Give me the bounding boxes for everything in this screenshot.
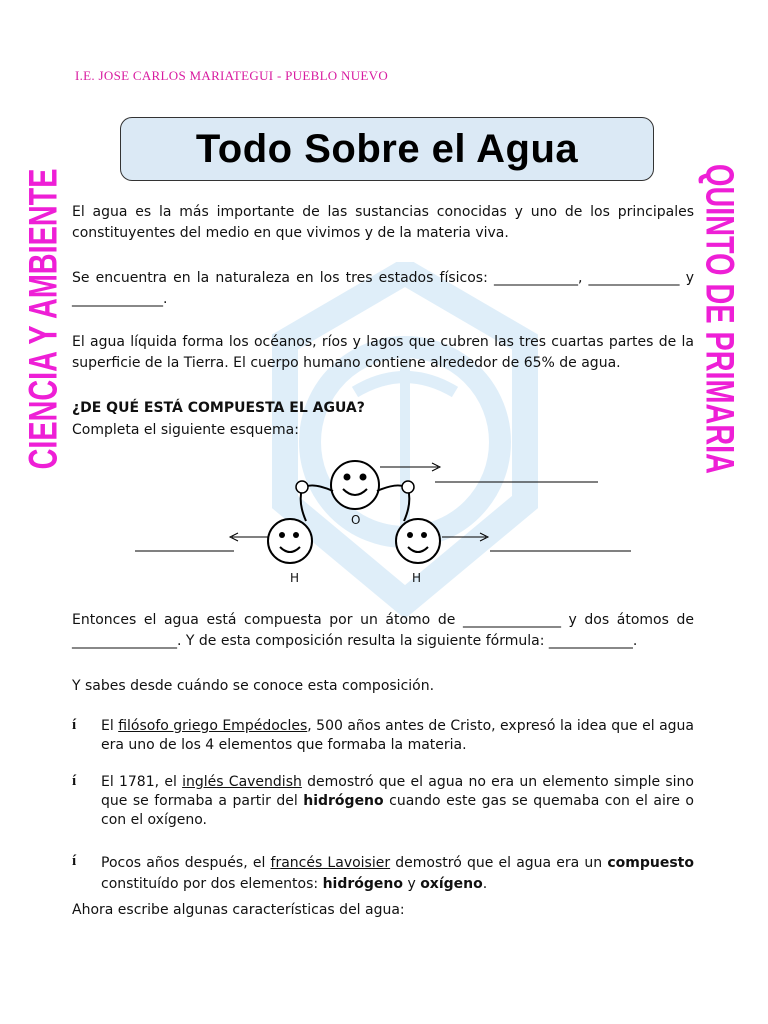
- bullet-text-part: demostró que el agua no era un elemento simple sino que se formaba a partir del: [101, 774, 695, 809]
- side-banner-right: [695, 158, 743, 480]
- cavendish-link[interactable]: inglés Cavendish: [182, 774, 302, 790]
- bullet-text-part: demostró que el agua era un: [390, 855, 608, 871]
- title-banner: [120, 117, 654, 181]
- bullet-marker: í: [72, 773, 77, 789]
- bold-term: hidrógeno: [322, 876, 403, 892]
- composition-heading: ¿DE QUÉ ESTÁ COMPUESTA EL AGUA?: [72, 400, 365, 416]
- states-paragraph: Se encuentra en la naturaleza en los tres estados físicos: ____________, _____________ y _____________.: [72, 270, 694, 307]
- bullet-text-part: El: [101, 718, 119, 734]
- bullet-text-part: , 500 años antes de Cristo, expresó la idea que el agua era uno de los 4 elementos que formaba la materia.: [101, 718, 694, 753]
- water-molecule-diagram: [130, 455, 640, 585]
- side-banner-left: [20, 158, 68, 480]
- bullet-text-part: y: [403, 876, 421, 892]
- page-title: Todo Sobre el Agua: [195, 126, 579, 171]
- bullet-text-part: Pocos años después, el: [101, 855, 271, 871]
- bullet-lavoisier: [101, 853, 694, 895]
- bullet-marker: í: [72, 717, 77, 733]
- bullet-text-part: .: [482, 876, 488, 892]
- oxygen-label: O: [351, 513, 361, 527]
- history-intro: Y sabes desde cuándo se conoce esta composición.: [72, 678, 435, 694]
- bullet-text-part: cuando este gas se quemaba con el aire o con el oxígeno.: [101, 793, 694, 828]
- oceans-paragraph: El agua líquida forma los océanos, ríos y lagos que cubren las tres cuartas partes de la superficie de la Tierra. El cuerpo humano contiene alrededor de 65% de agua.: [72, 334, 694, 371]
- intro-paragraph: El agua es la más importante de las sustancias conocidas y uno de los principales constituyentes del medio en que vivimos y de la materia viva.: [72, 204, 694, 241]
- bullet-marker: í: [72, 853, 77, 869]
- composition-paragraph: Entonces el agua está compuesta por un átomo de ______________ y dos átomos de _______________. Y de esta composición resulta la siguiente fórmula: ____________.: [72, 612, 694, 649]
- molecule-drawing: [130, 455, 640, 585]
- bold-term: compuesto: [607, 855, 694, 871]
- bullet-cavendish: [101, 773, 694, 830]
- grade-label: QUINTO DE PRIMARIA: [697, 164, 742, 474]
- bold-term: oxígeno: [420, 876, 483, 892]
- bold-term: hidrógeno: [303, 793, 384, 809]
- closing-prompt: Ahora escribe algunas características del agua:: [72, 902, 405, 918]
- scheme-instruction: Completa el siguiente esquema:: [72, 422, 299, 438]
- school-header: I.E. JOSE CARLOS MARIATEGUI - PUEBLO NUEVO: [75, 68, 389, 83]
- lavoisier-link[interactable]: francés Lavoisier: [270, 855, 391, 871]
- bullet-text-part: El 1781, el: [101, 774, 183, 790]
- empedocles-link[interactable]: filósofo griego Empédocles: [118, 718, 308, 734]
- hydrogen-label-left: H: [290, 571, 300, 585]
- bullet-text-part: constituído por dos elementos:: [101, 876, 323, 892]
- bullet-empedocles: [101, 717, 694, 755]
- subject-label: CIENCIA Y AMBIENTE: [21, 168, 66, 470]
- hydrogen-label-right: H: [412, 571, 422, 585]
